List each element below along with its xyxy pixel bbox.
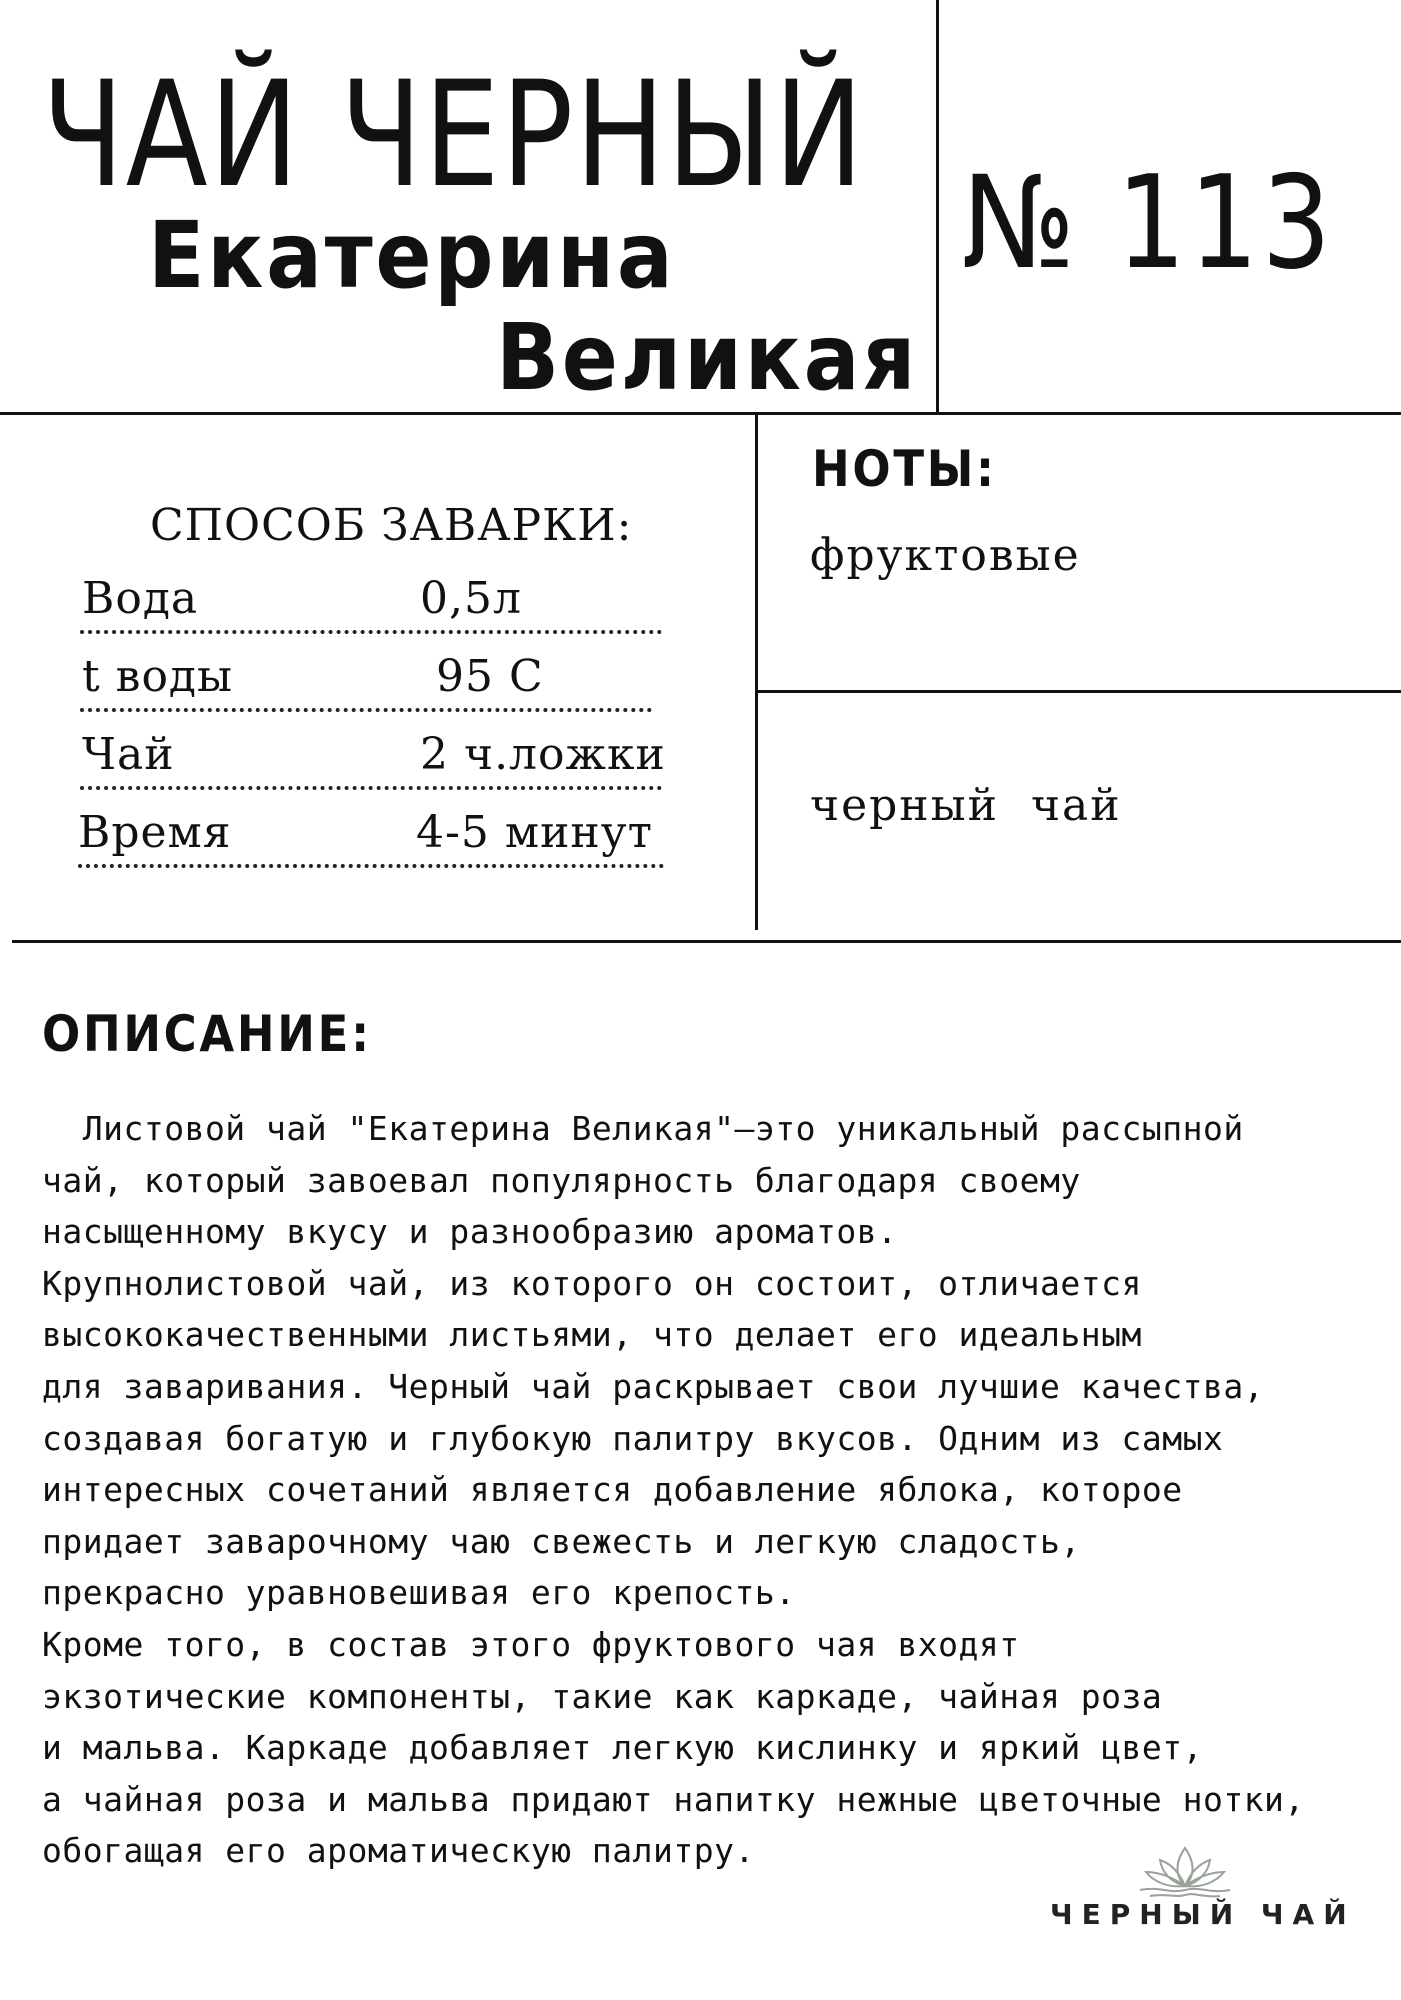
description-line: интересных сочетаний является добавление яблока, которое bbox=[42, 1470, 1183, 1510]
lotus-icon bbox=[1130, 1840, 1240, 1900]
description-line: Крупнолистовой чай, из которого он состоит, отличается bbox=[42, 1263, 1142, 1303]
description-line: обогащая его ароматическую палитру. bbox=[42, 1831, 755, 1871]
brew-value: 0,5л bbox=[420, 573, 522, 624]
brew-row-temperature bbox=[80, 646, 652, 712]
description-line: создавая богатую и глубокую палитру вкусов. Одним из самых bbox=[42, 1418, 1224, 1458]
subtitle-line2: Великая bbox=[496, 304, 919, 411]
description-line: насыщенному вкусу и разнообразию ароматов. bbox=[42, 1212, 898, 1252]
description-line: Кроме того, в состав этого фруктового чая входят bbox=[42, 1624, 1020, 1664]
brew-value: 2 ч.ложки bbox=[420, 729, 666, 780]
brew-row-time bbox=[78, 802, 664, 868]
brew-label: t воды bbox=[82, 651, 234, 702]
description-line: высококачественными листьями, что делает его идеальным bbox=[42, 1315, 1142, 1355]
subtitle-line1: Екатерина bbox=[148, 202, 676, 309]
brew-row-tea bbox=[80, 724, 666, 790]
description-line: Листовой чай "Екатерина Великая"—это уникальный рассыпной bbox=[42, 1109, 1244, 1148]
product-number: № 113 bbox=[962, 149, 1335, 298]
brew-row-water bbox=[80, 568, 662, 634]
description-line: чай, который завоевал популярность благодаря своему bbox=[42, 1160, 1081, 1200]
notes-heading: НОТЫ: bbox=[812, 440, 997, 498]
description-line: для заваривания. Черный чай раскрывает свои лучшие качества, bbox=[42, 1366, 1265, 1406]
brew-value: 95 С bbox=[436, 651, 544, 702]
page-title: ЧАЙ ЧЕРНЫЙ bbox=[42, 50, 866, 220]
divider-mid-vertical bbox=[755, 412, 758, 930]
description-line: прекрасно уравновешивая его крепость. bbox=[42, 1573, 796, 1613]
description-text bbox=[42, 1103, 1382, 1877]
description-line: и мальва. Каркаде добавляет легкую кислинку и яркий цвет, bbox=[42, 1728, 1203, 1768]
description-heading: ОПИСАНИЕ: bbox=[42, 1005, 372, 1063]
brew-value: 4-5 минут bbox=[416, 807, 653, 858]
note-item-fruity: фруктовые bbox=[810, 530, 1081, 581]
brewing-title: СПОСОБ ЗАВАРКИ: bbox=[150, 500, 633, 551]
divider-mid-bottom bbox=[12, 940, 1401, 943]
divider-header-bottom bbox=[0, 412, 1401, 415]
divider-header-vertical bbox=[936, 0, 939, 414]
divider-notes-middle bbox=[755, 690, 1401, 693]
brew-label: Время bbox=[78, 807, 232, 858]
description-line: придает заварочному чаю свежесть и легкую сладость, bbox=[42, 1521, 1081, 1561]
brew-label: Вода bbox=[82, 573, 199, 624]
brew-label: Чай bbox=[82, 729, 175, 780]
note-item-black-tea: черный чай bbox=[810, 780, 1122, 831]
description-line: а чайная роза и мальва придают напитку нежные цветочные нотки, bbox=[42, 1779, 1305, 1819]
description-line: экзотические компоненты, такие как каркаде, чайная роза bbox=[42, 1676, 1163, 1716]
brand-name: ЧЕРНЫЙ ЧАЙ bbox=[1050, 1898, 1356, 1931]
